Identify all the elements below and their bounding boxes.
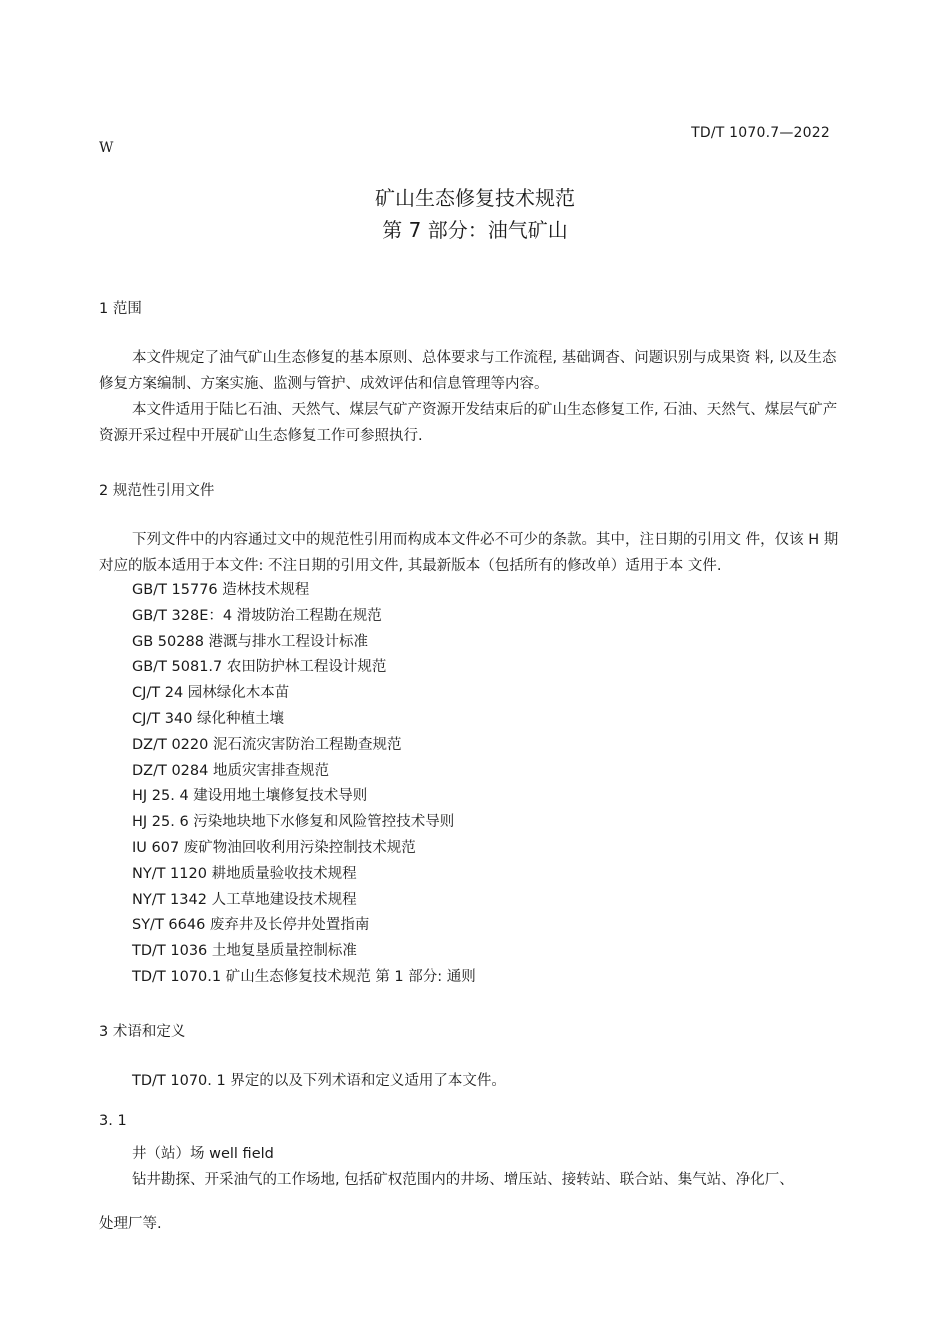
reference-list xyxy=(132,578,476,991)
list-item: GB/T 15776 造林技术规程 xyxy=(132,582,310,598)
list-item: GB/T 328E：4 滑坡防治工程勘在规范 xyxy=(132,607,382,624)
list-item: HJ 25. 4 建设用地土壤修复技术导则 xyxy=(132,788,368,805)
list-item: NY/T 1120 耕地质量验收技术规程 xyxy=(132,865,357,882)
section-heading-terms: 3 术语和定义 xyxy=(99,1024,186,1040)
term-title: 井（站）场 well field xyxy=(132,1146,274,1162)
list-item: IU 607 废矿物油回收利用污染控制技术规范 xyxy=(132,839,416,856)
document-title: 矿山生态修复技术规范 xyxy=(375,186,575,210)
scope-paragraph-2: 本文件适用于陆匕石油、天然气、煤层气矿产资源开发结束后的矿山生态修复工作, 石油、天然气、煤层气矿产资源开采过程中开展矿山生态修复工作可参照执行. xyxy=(99,402,838,444)
term-definition-continued: 处理厂等. xyxy=(99,1216,162,1232)
list-item: GB 50288 港溉与排水工程设计标准 xyxy=(132,633,369,650)
list-item: DZ/T 0284 地质灾害排查规范 xyxy=(132,762,329,779)
references-intro: 下列文件中的内容通过文中的规范性引用而构成本文件必不可少的条款。其中，注日期的引用文 件，仅该 H 期对应的版本适用于本文件: 不注日期的引用文件, 其最新版本（包括所有的修改单）适用于本 文件. xyxy=(99,532,839,574)
document-subtitle: 第 7 部分：油气矿山 xyxy=(382,218,568,242)
list-item: CJ/T 24 园林绿化木本苗 xyxy=(132,685,290,702)
list-item: HJ 25. 6 污染地块地下水修复和风险管控技术导则 xyxy=(132,814,455,831)
term-number: 3. 1 xyxy=(99,1113,127,1129)
section-heading-references: 2 规范性引用文件 xyxy=(99,483,215,499)
term-definition: 钻井勘探、开采油气的工作场地, 包括矿权范围内的井场、增压站、接转站、联合站、集气站、净化厂、 xyxy=(132,1172,794,1188)
section-heading-scope: 1 范围 xyxy=(99,301,142,317)
list-item: TD/T 1036 土地复垦质量控制标准 xyxy=(132,943,357,960)
standard-code: TD/T 1070.7—2022 xyxy=(691,125,830,141)
list-item: NY/T 1342 人工草地建设技术规程 xyxy=(132,891,357,908)
page-mark: W xyxy=(99,140,114,156)
list-item: TD/T 1070.1 矿山生态修复技术规范 第 1 部分: 通则 xyxy=(132,968,476,985)
list-item: DZ/T 0220 泥石流灾害防治工程勘查规范 xyxy=(132,736,402,753)
scope-paragraph-1: 本文件规定了油气矿山生态修复的基本原则、总体要求与工作流程, 基础调杳、问题识别与成果资 料, 以及生态修复方案编制、方案实施、监测与管护、成效评估和信息管理等内容。 xyxy=(99,350,837,392)
list-item: GB/T 5081.7 农田防护林工程设计规范 xyxy=(132,659,387,676)
list-item: CJ/T 340 绿化种植土壤 xyxy=(132,710,285,727)
list-item: SY/T 6646 废弃井及长停井处置指南 xyxy=(132,917,370,934)
terms-intro: TD/T 1070. 1 界定的以及下列术语和定义适用了本文件。 xyxy=(132,1073,506,1089)
